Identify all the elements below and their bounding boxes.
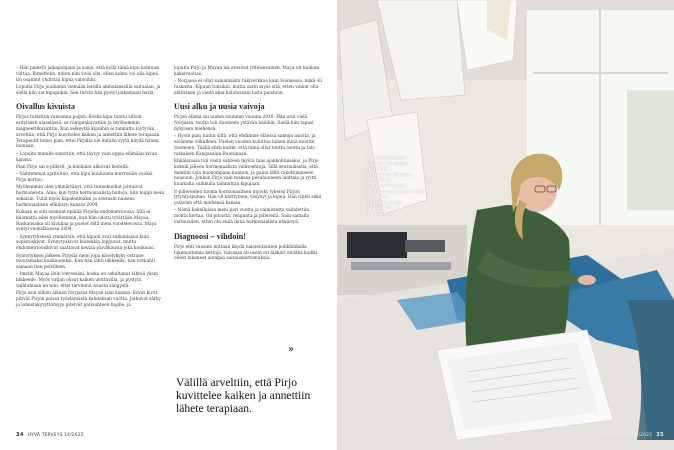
subheading-diagnoosi: Diagnoosi – vihdoin! xyxy=(174,231,246,241)
folio-right xyxy=(596,432,664,438)
paragraph: – Hän painelli jalkapohjiani ja sanoi, että kyllä tämä kipu kohtuun viittaa. Ihmettelin, miten niin voisi olla, ellen kohtu voi olla kipeä. En osannut yhdistää kipua vatsoihin. xyxy=(16,66,160,83)
page-number: 34 xyxy=(16,432,24,438)
paragraph: – Nämä kokeiluissa meni pari vuotta ja valmistetta vaihdettiin monta kertaa. Oli pitoista, renganta ja pillereitä. Sain samalla varmuuden, etten ota enää ikinä hormonaalista ehkäisyä. xyxy=(174,208,310,226)
paragraph: – Hyvin pian tuntui siltä, että ehdimme eläessä samoja asioita, ja eivämme viikulleen. Puolen vuoden kuluttua hänen minä muutin Suomeen. Täällä ehtti kuitin, että tämä ollut tonttu osettu ja talo ratkaisen Kangasalan Ruutunaan. xyxy=(174,134,316,157)
greenery xyxy=(627,90,674,210)
page-number: 35 xyxy=(656,432,664,438)
paragraph: Pirjoa tutkittiin runsonna paljon. Koska kipu tuntui silloin erityisesti alaselässä, se röntgenkuvattiin ja myöhemmin magneettikuvattiin. Kun selkeyttä kipuihin ei tunnuttu löytyvän, arveltiin, että Pirjo kuvittelee kaiken ja annettiin lähete terapiaan. Terapeutit totesi pian, ettei Pirjolla ole mitään syytä käydä hänen luonaan. xyxy=(16,115,161,150)
text-column-1 xyxy=(16,66,164,310)
magazine-name: HYVÄ TERVEYS 14/2022 xyxy=(27,432,84,437)
paragraph: – Synnytyksessä ymmärsin, että kipuni ovat samanlaisia kuin supistuskivut. Synnytyskivut kuitenkin loppuvat, mutta endometrioosikivut saattavat kestää päiväkausia joka kuukausi. xyxy=(16,234,156,252)
paragraph: Pirjo asui silloin aikaan Norjassa Mayan isän kanssa. Kovat kivut pitivät Pirjon poissa työelämästä kahdeksan vuotta. Jatkuvat särky ja lomistakyvyttömyys pitelvät parisuhteen hajille, ja xyxy=(16,291,162,308)
subheading-oivallus: Oivallus kivuista xyxy=(16,102,75,112)
paragraph: – Lopulta minulle sanottiin, että täytyy vain oppia elämään kivun kanssa. xyxy=(16,151,158,163)
photo-caption: Ompelutyössään Pirjo ei voi välillä tärinästä johtuvasta kivusta, joka liittyy endometrioosiin. Teollisuusompelukoneissa on paljon voimakkaampi tärinä kuin kotikoneissa. xyxy=(365,156,430,217)
right-page xyxy=(337,0,674,450)
paragraph: Pian Pirjo sai e-pillerit, ja mielialat alkoivat heitellä. xyxy=(16,164,130,170)
paragraph: Pirjo ehti vuosien mittaan käydä naistentautien poliklinikalla lukemattomia kertoja. Vaivassa oli usein eri lääkäri eivätkä kaikki olleet lukeneet aiempia sairauskertomuksia. xyxy=(174,244,318,262)
continue-arrow-icon: » xyxy=(288,344,295,355)
subheading-uusi-alku: Uusi alku ja uusia vaivoja xyxy=(174,102,265,112)
text-column-2 xyxy=(174,66,322,264)
hand xyxy=(578,275,596,285)
paragraph: lopulta Pirjo ja Mayan isä erosivat yhteisesuinen. Maya oli tuolloin kaksivuotias. xyxy=(174,66,320,77)
paragraph: – Imetin Mayaa ilnin vieressäni, koska en oskaltanut lähteä yksin liikkeelle. Myös vatjan olivat kaiken ulottuvilla, ja pystyin vaihtamaan ne niin, ettei tarvinnut nousta sängystä. xyxy=(16,272,158,289)
sewing-machine xyxy=(347,232,407,258)
photo-sewing-woman xyxy=(337,0,674,450)
paragraph: Synnytyksen jälkeen Pirjolla meni jopa kävelykyky ostrane muutamaksi kuukaudeksi. Kun hän lähti liikkeelle, hän notkahti samaan tien polvilleen. xyxy=(16,253,156,271)
paragraph: E-pillereiden tuoma hormonaalinen myrsky lyhensi Pirjon tytyntyspuhaa. Hän oli kärttyinen, väsynyt ja kipeä. Hän riiteli sekä ystävien että miehensä kanssa. xyxy=(174,189,322,207)
paragraph: – Norjassa ei ollut samanlaista tukiverkkoa kuin Suomessa, mikä oli raskasta. Kipuun tunsikin, mutta surin myös sitä, etten voinut olla aktiivinen ja viedä aina halutessani lasta puistoon. xyxy=(174,79,322,96)
magazine-name: HYVÄ TERVEYS 14/2022 xyxy=(596,432,653,437)
paragraph: Myöhemmin olen ymmärtänyt, että tunnekuohut johtuivat hormoneista. Aina, kun tyttö hormonaalista hoitoja, niin nuppi meni sekaisin. Tulin myös käpalenmäksi ja seurasin naisena hormonaalisen ehkäisyn kanssa 2004. xyxy=(16,185,165,208)
paragraph: Lopulta Pirjo joudumin viemään leirillä ambulanssilla sairaalan, ja siellä hän sai kipupiikin. Sen turvin hän pystyi jatkamaan leiriä. xyxy=(16,84,161,96)
paragraph: Pirjon elämä sai uuden suunnan vuonna 2010. Hän asui vielä Norjassa, mutta tuli Suomeen ystävän hääihin. Siellä hän tapasi nykyisen miehensä. xyxy=(174,115,314,133)
paragraph: – Vaihtemmat ajatteltiin, että kipu kuuluuma murrosiän vuoksi. Pirjo kertoo. xyxy=(16,172,154,183)
folio-left xyxy=(16,432,84,438)
paragraph: Ehkäisyasia tuli vasta suhteen myötä taas ajankohtaiseksi, ja Pirjo kokeili jälleen hormonaalista vaihtoehtoja. Sillä seurauksella, että mentiin vain huonompaan kunnon, ja paino lähti rakettimaiseen nousuun. Jonkun Pirjo vain maksaa pesuhuoneen lanttala ja yritti kuumalla suihkulla tainnuttaa kipujaan. xyxy=(174,159,319,188)
paragraph: Kukaan ei silti osannut epäillä Pirjolla endometrioosia. Sitä ei huomattu edes myöhemmin, kun hän odotti tytärtään Mayaa. Raskausaika oli kivuliaa ja puolet siitä meni vuodelevossa. Maya syntyi vuoksikuussa 2004. xyxy=(16,209,157,233)
pull-quote: Välillä arveltiin, että Pirjo kuvittelee kaiken ja annettiin lähete terapiaan. xyxy=(176,376,311,416)
